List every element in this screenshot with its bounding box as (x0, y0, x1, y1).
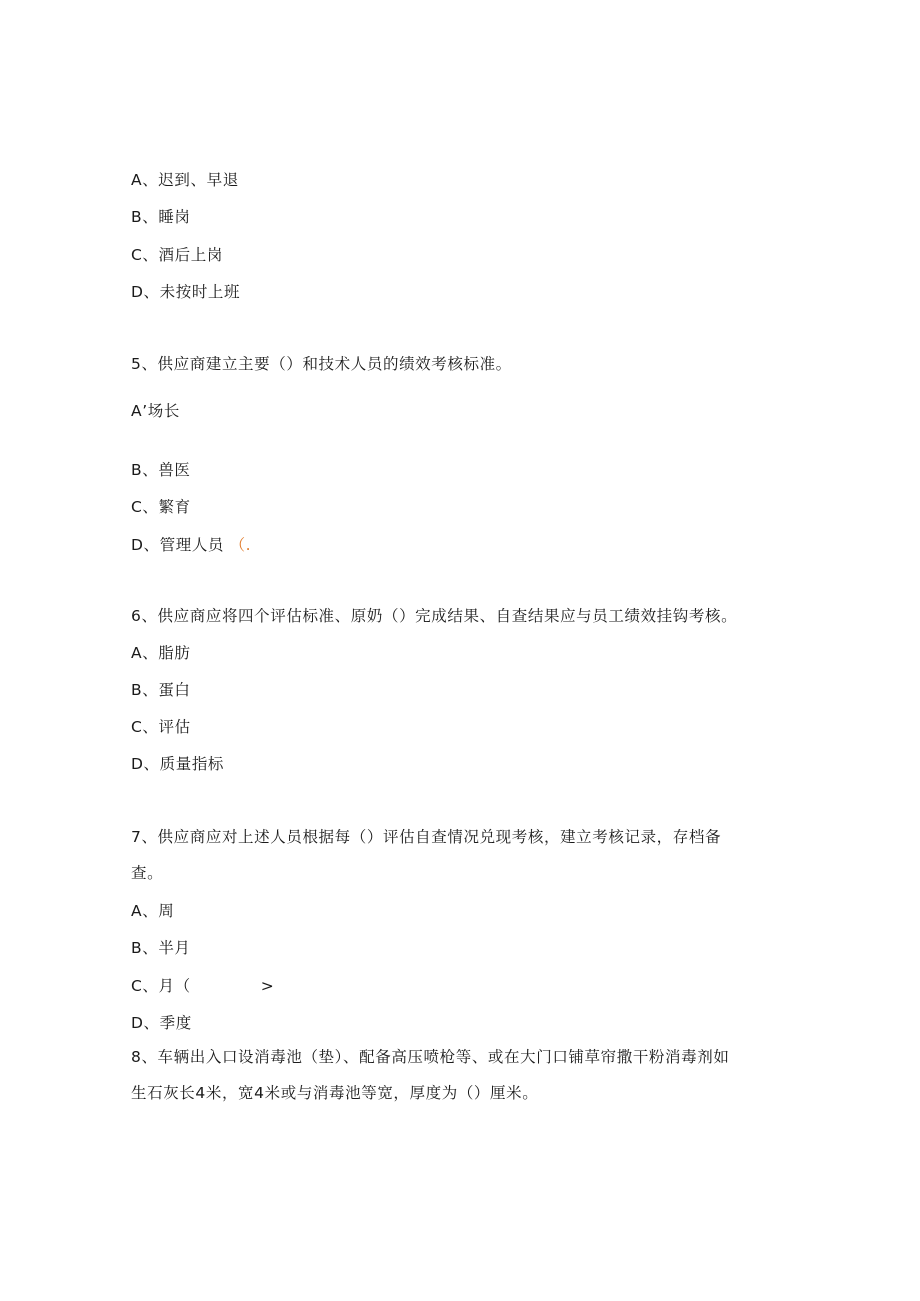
q4-option-c: C、酒后上岗 (131, 246, 223, 264)
q4-option-b: B、睡岗 (131, 208, 191, 226)
q7-option-c: C、月（ (131, 977, 191, 995)
q5-stem: 5、供应商建立主要（）和技术人员的绩效考核标准。 (131, 355, 512, 373)
q5-option-c: C、繁育 (131, 498, 191, 516)
q5-option-a: A’场长 (131, 402, 180, 420)
q6-stem: 6、供应商应将四个评估标准、原奶（）完成结果、自查结果应与员工绩效挂钩考核。 (131, 607, 738, 625)
q8-stem-line2: 生石灰长4米，宽4米或与消毒池等宽，厚度为（）厘米。 (131, 1084, 539, 1102)
q8-stem-line1: 8、车辆出入口设消毒池（垫）、配备高压喷枪等、或在大门口铺草帘撒干粉消毒剂如 (131, 1048, 730, 1066)
q7-option-d: D、季度 (131, 1014, 192, 1032)
q5-option-d-mark: （. (229, 536, 252, 554)
q5-option-d-row (131, 535, 251, 555)
q7-option-c-row (131, 976, 274, 996)
q6-option-c: C、评估 (131, 718, 191, 736)
q6-option-a: A、脂肪 (131, 644, 191, 662)
q6-option-b: B、蛋白 (131, 681, 191, 699)
q7-option-a: A、周 (131, 902, 175, 920)
q7-option-b: B、半月 (131, 939, 191, 957)
q7-stem-line2: 查。 (131, 864, 164, 882)
q5-option-d: D、管理人员 (131, 536, 225, 554)
q6-option-d: D、质量指标 (131, 755, 225, 773)
q4-option-d: D、未按时上班 (131, 283, 241, 301)
q5-option-b: B、兽医 (131, 461, 191, 479)
q7-option-c-close: > (260, 977, 275, 995)
q4-option-a: A、迟到、早退 (131, 171, 239, 189)
q7-stem-line1: 7、供应商应对上述人员根据每（）评估自查情况兑现考核，建立考核记录，存档备 (131, 828, 722, 846)
